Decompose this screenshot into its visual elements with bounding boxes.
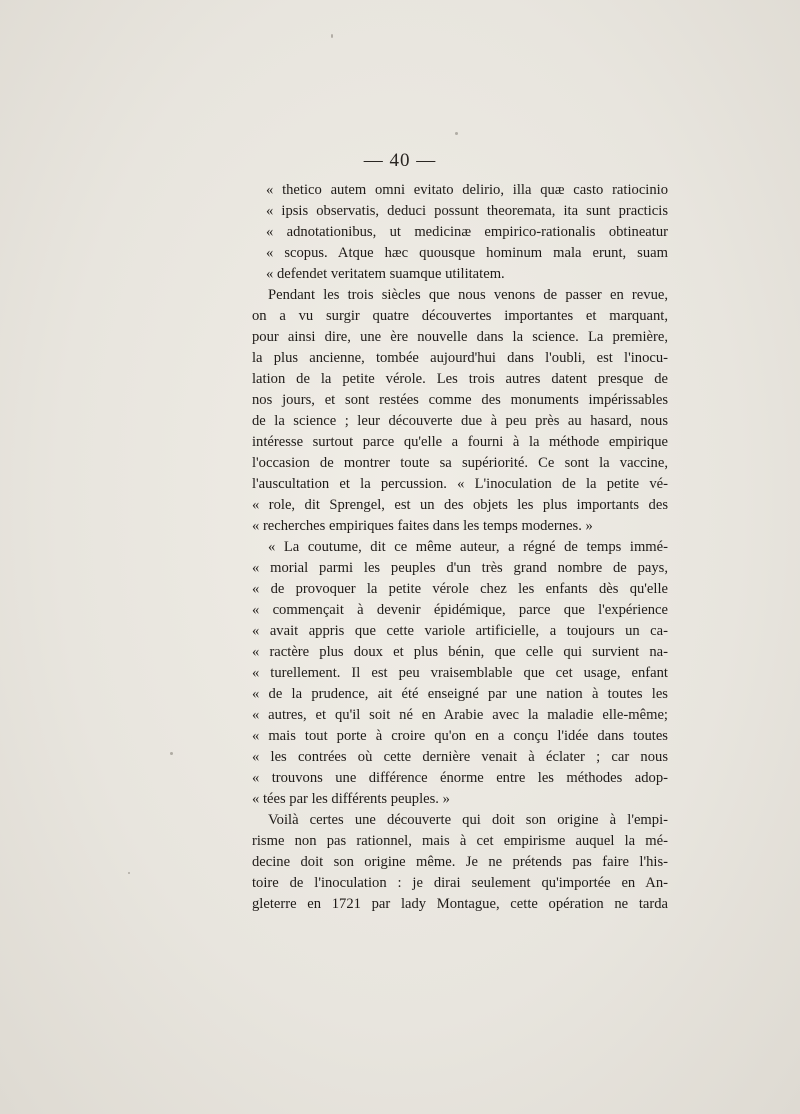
body-text [252,180,668,915]
text-line: « trouvons une différence énorme entre les méthodes adop- [252,770,668,786]
text-line: « turellement. Il est peu vraisemblable que cet usage, enfant [252,665,668,681]
text-line: « morial parmi les peuples d'un très grand nombre de pays, [252,560,668,576]
text-line: l'occasion de montrer toute sa supériorité. Ce sont la vaccine, [252,455,668,471]
text-line: « tées par les différents peuples. » [252,791,450,807]
text-line: intéresse surtout parce qu'elle a fourni à la méthode empirique [252,434,668,450]
text-line: pour ainsi dire, une ère nouvelle dans la science. La première, [252,329,668,345]
text-line: risme non pas rationnel, mais à cet empirisme auquel la mé- [252,833,668,849]
text-line: la plus ancienne, tombée aujourd'hui dans l'oubli, est l'inocu- [252,350,668,366]
text-line: de la science ; leur découverte due à peu près au hasard, nous [252,413,668,429]
text-line: « adnotationibus, ut medicinæ empirico-rationalis obtineatur [266,224,668,240]
text-line: « avait appris que cette variole artificielle, a toujours un ca- [252,623,668,639]
paper-spot [331,34,333,38]
text-line: « ractère plus doux et plus bénin, que celle qui survient na- [252,644,668,660]
text-line: Voilà certes une découverte qui doit son origine à l'empi- [268,812,668,828]
text-line: « mais tout porte à croire qu'on en a conçu l'idée dans toutes [252,728,668,744]
text-line: « La coutume, dit ce même auteur, a régné de temps immé- [268,539,668,555]
text-line: « recherches empiriques faites dans les temps modernes. » [252,518,593,534]
text-line: gleterre en 1721 par lady Montague, cette opération ne tarda [252,896,668,912]
text-line: « de provoquer la petite vérole chez les enfants dès qu'elle [252,581,668,597]
page-number: — 40 — [363,150,437,171]
paper-spot [170,752,173,755]
text-line: « les contrées où cette dernière venait à éclater ; car nous [252,749,668,765]
text-line: decine doit son origine même. Je ne prétends pas faire l'his- [252,854,668,870]
paper-spot [128,872,130,874]
text-line: « thetico autem omni evitato delirio, illa quæ casto ratiocinio [266,182,668,198]
text-line: « scopus. Atque hæc quousque hominum mala erunt, suam [266,245,668,261]
text-line: « commençait à devenir épidémique, parce que l'expérience [252,602,668,618]
text-line: nos jours, et sont restées comme des monuments impérissables [252,392,668,408]
text-line: « role, dit Sprengel, est un des objets les plus importants des [252,497,668,513]
text-line: lation de la petite vérole. Les trois autres datent presque de [252,371,668,387]
text-line: toire de l'inoculation : je dirai seulement qu'importée en An- [252,875,668,891]
text-line: Pendant les trois siècles que nous venons de passer en revue, [268,287,668,303]
text-line: « ipsis observatis, deduci possunt theoremata, ita sunt practicis [266,203,668,219]
text-line: « de la prudence, ait été enseigné par une nation à toutes les [252,686,668,702]
text-line: « autres, et qu'il soit né en Arabie avec la maladie elle-même; [252,707,668,723]
text-line: « defendet veritatem suamque utilitatem. [266,266,505,282]
paper-spot [455,132,458,135]
text-line: on a vu surgir quatre découvertes importantes et marquant, [252,308,668,324]
text-line: l'auscultation et la percussion. « L'inoculation de la petite vé- [252,476,668,492]
